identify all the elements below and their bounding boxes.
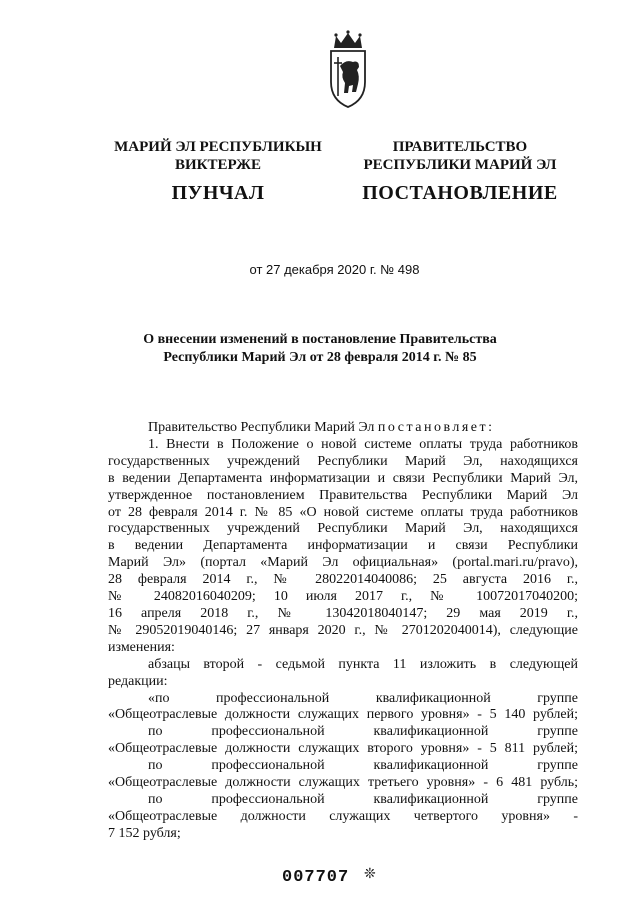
decree-body — [108, 420, 578, 843]
body-line: по профессиональной квалификационной группе — [148, 724, 578, 740]
serial-number: 007707 — [282, 868, 350, 887]
decree-title-line1: О внесении изменений в постановление Правительства — [143, 332, 497, 347]
body-line: 28 февраля 2014 г., № 28022014040086; 25 августа 2016 г., — [108, 572, 578, 588]
ornament-icon: ❊ — [364, 867, 376, 882]
header-right-line1: ПРАВИТЕЛЬСТВО — [392, 139, 528, 155]
decree-title — [110, 331, 530, 367]
header-left-decree-title: ПУНЧАЛ — [171, 182, 265, 204]
body-intro — [108, 420, 578, 437]
header-left-line2: ВИКТЕРЖЕ — [174, 157, 262, 173]
body-line: утвержденное постановлением Правительства Республики Марий Эл — [108, 487, 578, 503]
coat-of-arms-emblem — [326, 30, 370, 110]
body-line: Марий Эл» (портал «Марий Эл официальная» (portal.mari.ru/pravo), — [108, 555, 578, 571]
header-mari-block — [98, 138, 338, 206]
body-line: от 28 февраля 2014 г. № 85 «О новой системе оплаты труда работников — [108, 504, 578, 520]
body-line: государственных учреждений Республики Марий Эл, находящихся — [108, 521, 578, 537]
body-line: 16 апреля 2018 г., № 13042018040147; 29 мая 2019 г., — [108, 605, 578, 621]
body-line: «Общеотраслевые должности служащих первого уровня» - 5 140 рублей; — [108, 707, 578, 723]
decree-title-line2: Республики Марий Эл от 28 февраля 2014 г. № 85 — [163, 350, 477, 365]
body-line: № 29052019040146; 27 января 2020 г., № 2701202040014), следующие — [108, 622, 578, 638]
body-line: «Общеотраслевые должности служащих второго уровня» - 5 811 рублей; — [108, 741, 578, 757]
body-line: по профессиональной квалификационной группе — [148, 791, 578, 807]
body-line: 7 152 рубля; — [108, 825, 181, 841]
body-line: «Общеотраслевые должности служащих четвертого уровня» - — [108, 808, 578, 824]
body-line: в ведении Департамента информатизации и связи Республики — [108, 538, 578, 554]
body-line: по профессиональной квалификационной группе — [148, 758, 578, 774]
header-russian-block — [360, 138, 560, 206]
body-intro-spaced: постановляет: — [377, 420, 495, 435]
header-right-decree-title: ПОСТАНОВЛЕНИЕ — [362, 182, 558, 204]
body-line: 1. Внести в Положение о новой системе оплаты труда работников — [148, 436, 578, 452]
body-line: «по профессиональной квалификационной группе — [148, 690, 578, 706]
body-line: «Общеотраслевые должности служащих третьего уровня» - 6 481 рубль; — [108, 775, 578, 791]
body-line: в ведении Департамента информатизации и связи Республики Марий Эл, — [108, 470, 578, 486]
header-right-line2: РЕСПУБЛИКИ МАРИЙ ЭЛ — [363, 157, 557, 173]
body-line: государственных учреждений Республики Марий Эл, находящихся — [108, 453, 578, 469]
decree-date-number: от 27 декабря 2020 г. № 498 — [249, 262, 420, 277]
body-intro-text: Правительство Республики Марий Эл — [148, 420, 378, 435]
body-line: № 24082016040209; 10 июля 2017 г., № 10072017040200; — [108, 589, 578, 605]
body-line: абзацы второй - седьмой пункта 11 изложить в следующей — [148, 656, 578, 672]
body-line: изменения: — [108, 639, 175, 655]
body-line: редакции: — [108, 673, 168, 689]
header-left-line1: МАРИЙ ЭЛ РЕСПУБЛИКЫН — [114, 139, 322, 155]
